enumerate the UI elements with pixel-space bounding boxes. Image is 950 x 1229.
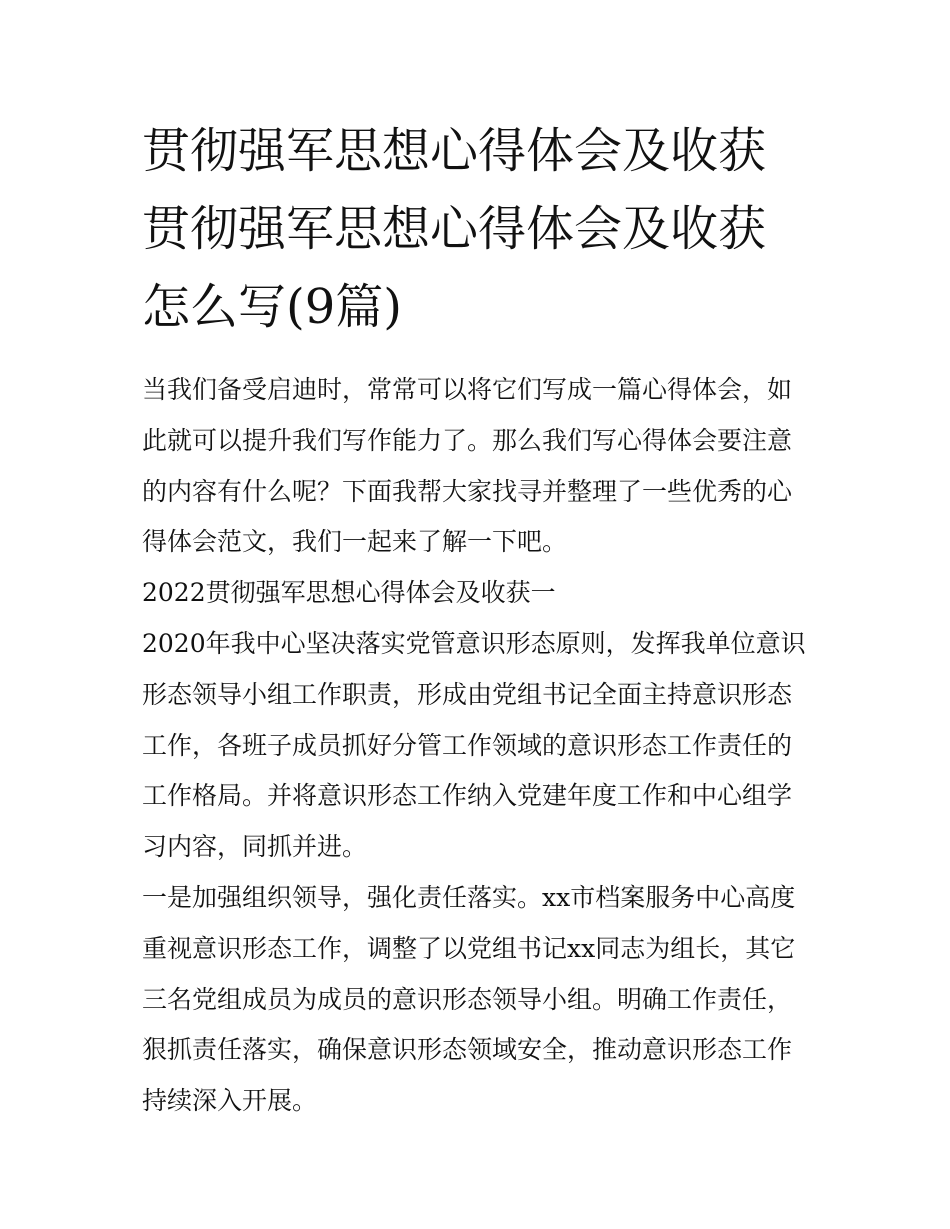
- title-line: 贯彻强军思想心得体会及收获: [142, 123, 767, 179]
- intro-paragraph: 当我们备受启迪时，常常可以将它们写成一篇心得体会，如此就可以提升我们写作能力了。那么我们写心得体会要注意的内容有什么呢？下面我帮大家找寻并整理了一些优秀的心得体会范文，我们一起来了解一下吧。: [142, 375, 793, 557]
- document-body: [142, 365, 814, 1127]
- title-line: 贯彻强军思想心得体会及收获: [142, 201, 767, 257]
- section-heading: 2022贯彻强军思想心得体会及收获一: [142, 578, 556, 608]
- document-page: [142, 112, 814, 1127]
- body-paragraph: 2020年我中心坚决落实党管意识形态原则，发挥我单位意识形态领导小组工作职责，形成由党组书记全面主持意识形态工作，各班子成员抓好分管工作领域的意识形态工作责任的工作格局。并将意识形态工作纳入党建年度工作和中心组学习内容，同抓并进。: [142, 628, 806, 862]
- body-paragraph: 一是加强组织领导，强化责任落实。xx市档案服务中心高度重视意识形态工作，调整了以党组书记xx同志为组长，其它三名党组成员为成员的意识形态领导小组。明确工作责任，狠抓责任落实，确保意识形态领域安全，推动意识形态工作持续深入开展。: [142, 882, 796, 1116]
- document-title: [142, 112, 814, 346]
- title-line: 怎么写(9篇): [142, 279, 402, 335]
